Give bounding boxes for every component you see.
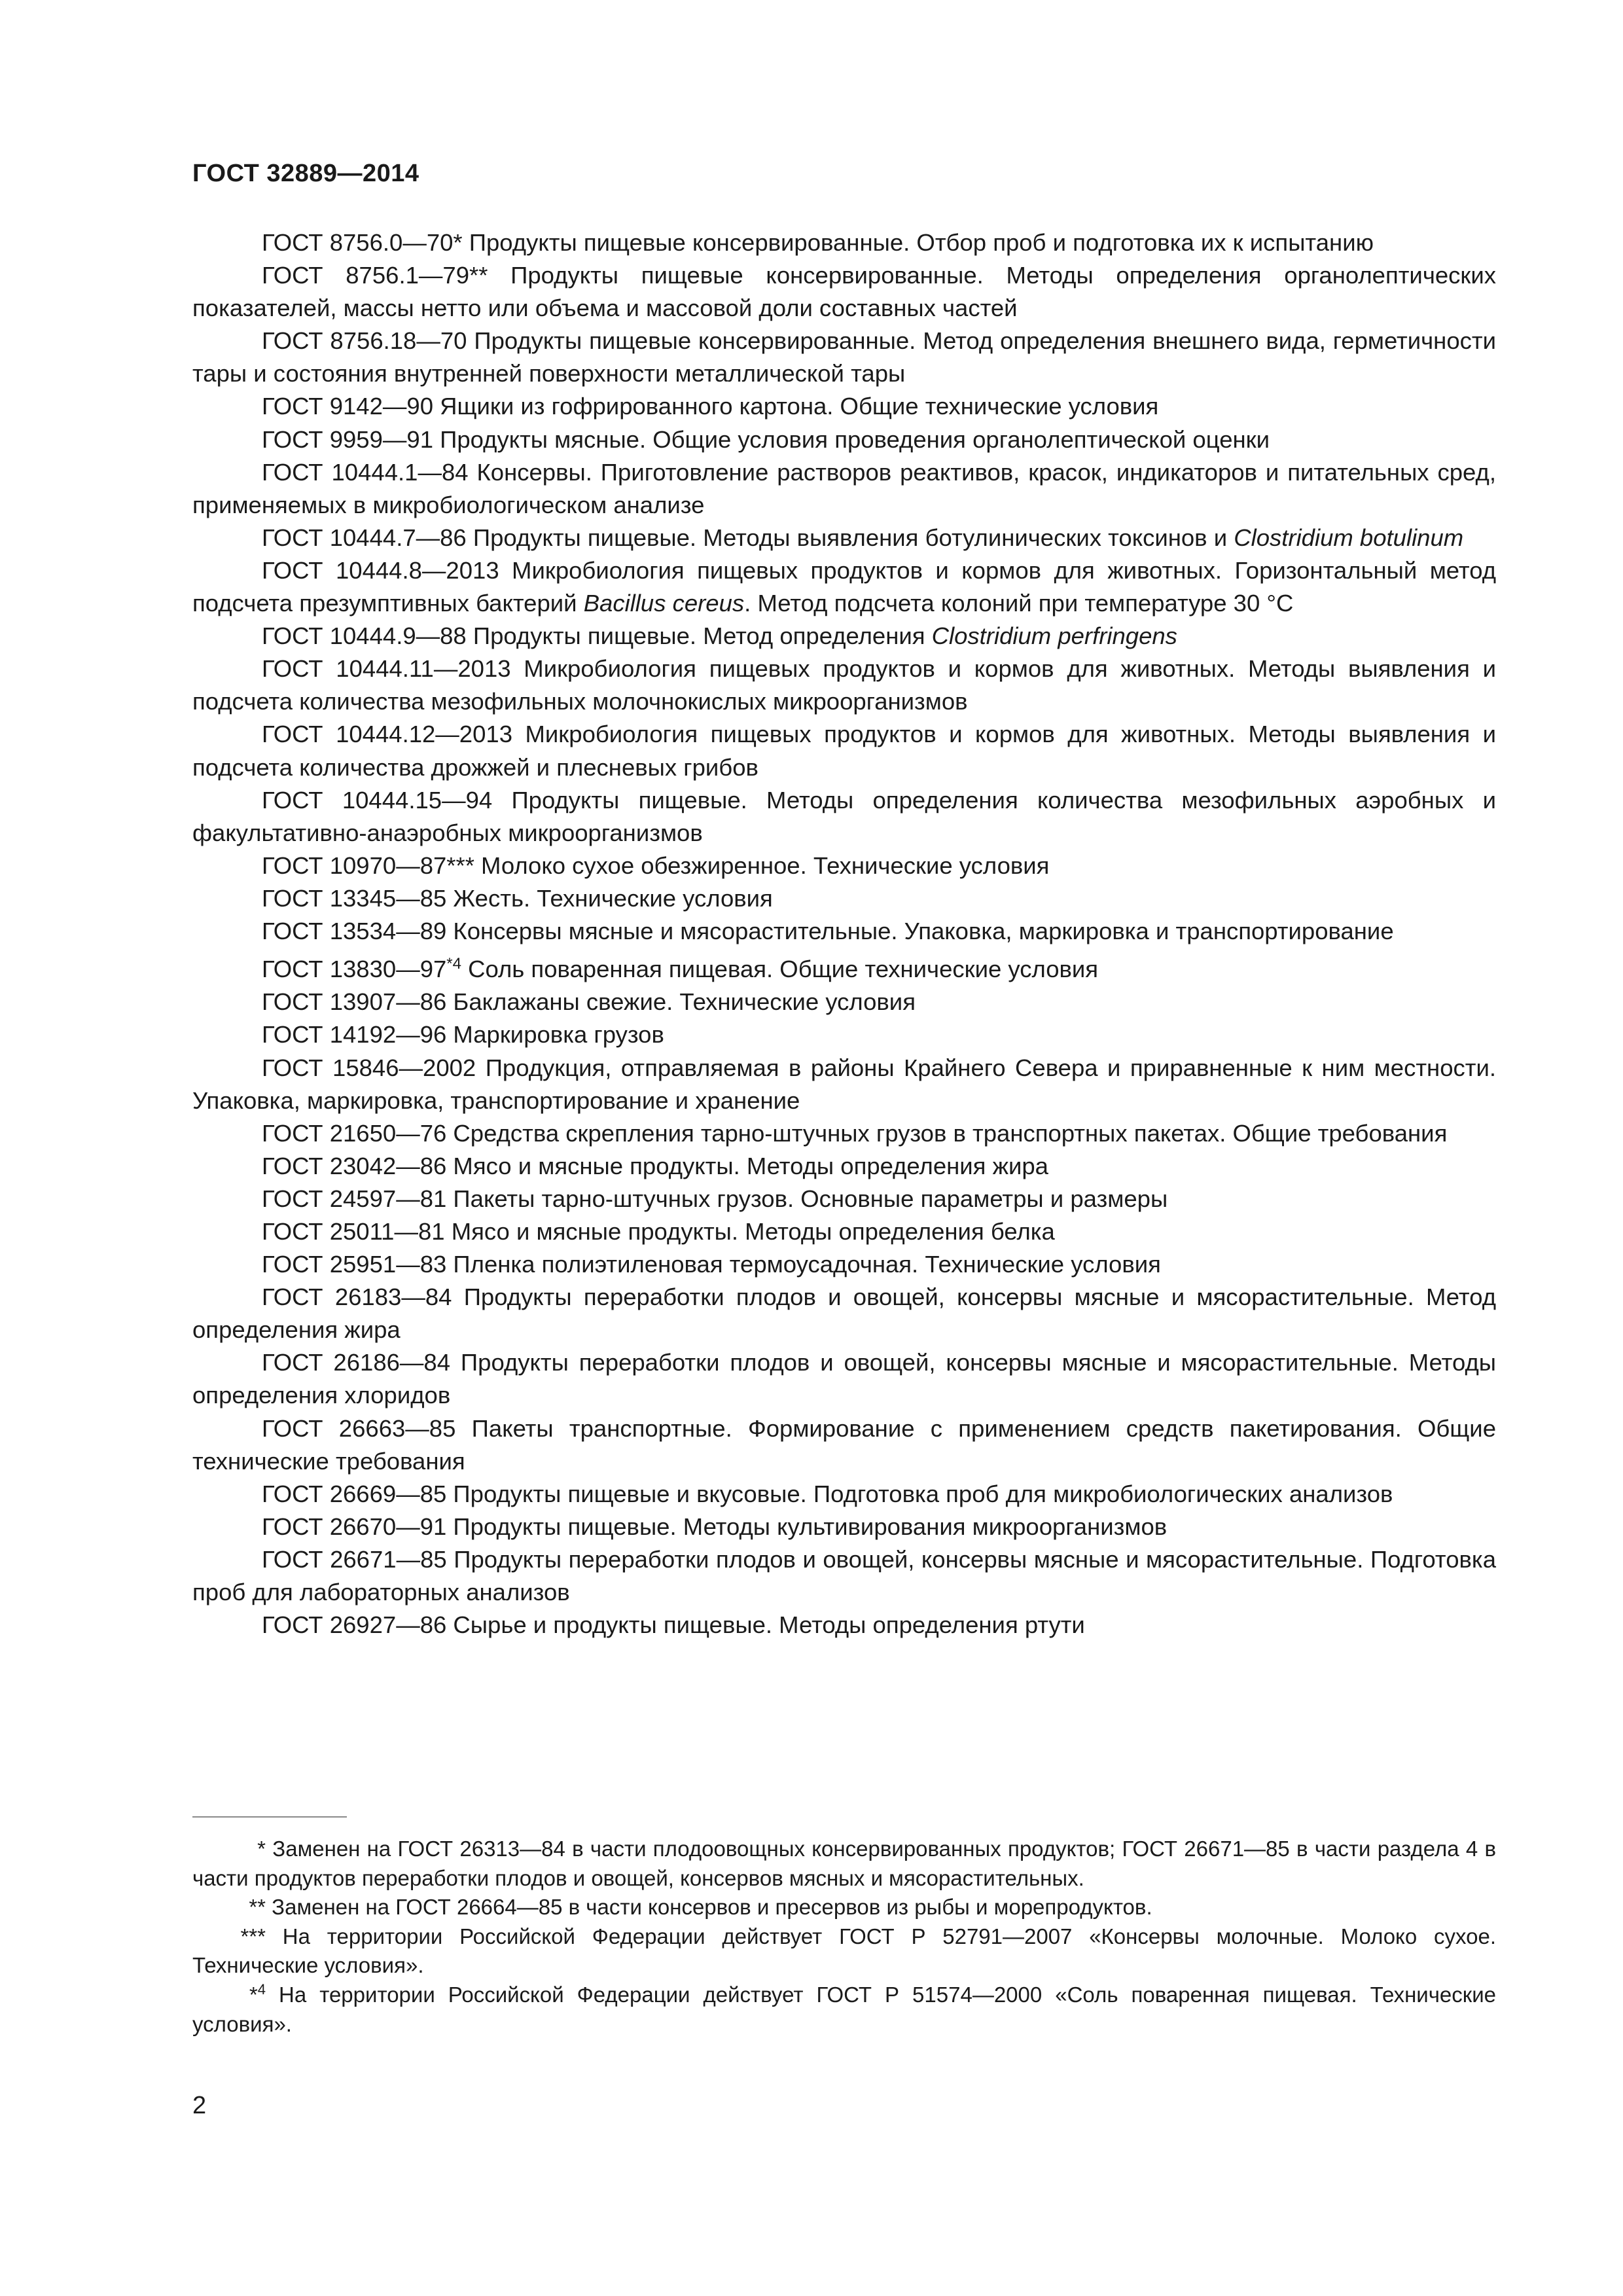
footnote-text: Заменен на ГОСТ 26664—85 в части консервов и пресервов из рыбы и морепродуктов. — [272, 1895, 1152, 1920]
footnotes-list — [192, 1835, 1496, 2039]
reference-item — [192, 1412, 1496, 1478]
reference-text: ГОСТ 10444.15—94 Продукты пищевые. Методы определения количества мезофильных аэробных и факультативно-анаэробных микроорганизмов — [192, 786, 1496, 846]
reference-text: ГОСТ 10444.9—88 Продукты пищевые. Метод определения — [262, 622, 932, 650]
reference-item — [192, 259, 1496, 325]
document-code-header: ГОСТ 32889—2014 — [192, 160, 419, 187]
reference-item — [192, 1150, 1496, 1183]
reference-item — [192, 718, 1496, 783]
footnote-mark — [192, 1835, 266, 1864]
reference-item — [192, 325, 1496, 390]
reference-item — [192, 1183, 1496, 1215]
reference-text: ГОСТ 26186—84 Продукты переработки плодов и овощей, консервы мясные и мясорастительные. Методы определения хлоридов — [192, 1349, 1496, 1409]
reference-text: ГОСТ 13345—85 Жесть. Технические условия — [262, 884, 773, 912]
footnote-text: На территории Российской Федерации действует ГОСТ Р 51574—2000 «Соль поваренная пищевая. Технические условия». — [192, 1982, 1497, 2036]
reference-text: ГОСТ 10970—87*** Молоко сухое обезжиренное. Технические условия — [262, 852, 1050, 879]
reference-text: ГОСТ 21650—76 Средства скрепления тарно-штучных грузов в транспортных пакетах. Общие требования — [262, 1119, 1448, 1147]
footnote-separator — [192, 1816, 347, 1818]
reference-item — [192, 1511, 1496, 1543]
footnote-item — [192, 1893, 1496, 1922]
reference-item — [192, 423, 1496, 456]
reference-text: ГОСТ 9959—91 Продукты мясные. Общие условия проведения органолептической оценки — [262, 425, 1270, 453]
reference-item — [192, 1018, 1496, 1051]
reference-text: ГОСТ 25011—81 Мясо и мясные продукты. Методы определения белка — [262, 1217, 1055, 1245]
reference-item — [192, 620, 1496, 653]
reference-text: ГОСТ 13830—97 — [262, 956, 447, 983]
reference-text: ГОСТ 10444.1—84 Консервы. Приготовление растворов реактивов, красок, индикаторов и питательных сред, применяемых в микробиологическом анализе — [192, 458, 1496, 518]
reference-item — [192, 986, 1496, 1018]
reference-text: ГОСТ 26670—91 Продукты пищевые. Методы культивирования микроорганизмов — [262, 1513, 1168, 1540]
reference-item — [192, 948, 1496, 986]
reference-item — [192, 1478, 1496, 1511]
reference-item — [192, 850, 1496, 882]
reference-text: ГОСТ 8756.1—79** Продукты пищевые консервированные. Методы определения органолептических показателей, массы нетто или объема и массовой доли составных частей — [192, 262, 1496, 322]
footnote-mark — [192, 1922, 266, 1952]
reference-text: ГОСТ 14192—96 Маркировка грузов — [262, 1021, 664, 1049]
reference-italic-term: Clostridium perfringens — [931, 622, 1177, 650]
reference-item — [192, 1609, 1496, 1641]
reference-item — [192, 456, 1496, 522]
reference-text-continued: Соль поваренная пищевая. Общие технические условия — [461, 956, 1099, 983]
page-number: 2 — [192, 2092, 207, 2119]
reference-item — [192, 653, 1496, 718]
reference-item — [192, 1281, 1496, 1346]
reference-item — [192, 1052, 1496, 1117]
reference-item — [192, 554, 1496, 620]
reference-item — [192, 1117, 1496, 1150]
reference-text: ГОСТ 25951—83 Пленка полиэтиленовая термоусадочная. Технические условия — [262, 1251, 1161, 1278]
reference-item — [192, 1248, 1496, 1281]
reference-item — [192, 1346, 1496, 1412]
footnote-item — [192, 1981, 1496, 2039]
normative-references-list — [192, 226, 1496, 1641]
footnote-text: Заменен на ГОСТ 26313—84 в части плодоовощных консервированных продуктов; ГОСТ 26671—85 в части раздела 4 в части продуктов переработки плодов и овощей, консервов мясных и мясорастительных. — [192, 1837, 1496, 1890]
reference-item — [192, 522, 1496, 554]
footnote-mark-symbol: *** — [240, 1924, 266, 1948]
reference-item — [192, 390, 1496, 423]
reference-text: ГОСТ 8756.0—70* Продукты пищевые консервированные. Отбор проб и подготовка их к испытанию — [262, 229, 1374, 256]
reference-text: ГОСТ 10444.8—2013 Микробиология пищевых продуктов и кормов для животных. Горизонтальный метод подсчета презумптивных бактерий — [192, 556, 1496, 617]
reference-item — [192, 915, 1496, 948]
reference-text: ГОСТ 26927—86 Сырье и продукты пищевые. Методы определения ртути — [262, 1611, 1085, 1639]
reference-text: ГОСТ 26669—85 Продукты пищевые и вкусовые. Подготовка проб для микробиологических анализов — [262, 1480, 1393, 1507]
reference-text: ГОСТ 8756.18—70 Продукты пищевые консервированные. Метод определения внешнего вида, герметичности тары и состояния внутренней поверхности металлической тары — [192, 327, 1496, 387]
reference-text: ГОСТ 26663—85 Пакеты транспортные. Формирование с применением средств пакетирования. Общие технические требования — [192, 1414, 1496, 1475]
footnote-mark-symbol: ** — [249, 1895, 266, 1920]
reference-item — [192, 226, 1496, 259]
footnote-item — [192, 1922, 1496, 1981]
reference-text: ГОСТ 13907—86 Баклажаны свежие. Технические условия — [262, 988, 916, 1016]
reference-text: ГОСТ 10444.11—2013 Микробиология пищевых продуктов и кормов для животных. Методы выявления и подсчета количества мезофильных молочнокислых микроорганизмов — [192, 655, 1496, 715]
footnote-mark — [192, 1893, 266, 1922]
footnote-item — [192, 1835, 1496, 1893]
reference-italic-term: Clostridium botulinum — [1234, 524, 1464, 551]
footnote-mark — [192, 1981, 266, 2010]
reference-text: ГОСТ 9142—90 Ящики из гофрированного картона. Общие технические условия — [262, 393, 1159, 420]
reference-text-continued: . Метод подсчета колоний при температуре 30 °С — [744, 590, 1294, 617]
footnote-mark-number: 4 — [257, 1981, 266, 1998]
reference-text: ГОСТ 26183—84 Продукты переработки плодов и овощей, консервы мясные и мясорастительные. Метод определения жира — [192, 1283, 1496, 1344]
reference-text: ГОСТ 10444.12—2013 Микробиология пищевых продуктов и кормов для животных. Методы выявления и подсчета количества дрожжей и плесневых грибов — [192, 721, 1496, 781]
reference-item — [192, 882, 1496, 915]
footnote-text: На территории Российской Федерации действует ГОСТ Р 52791—2007 «Консервы молочные. Молоко сухое. Технические условия». — [192, 1924, 1497, 1978]
reference-item — [192, 1543, 1496, 1609]
reference-text: ГОСТ 10444.7—86 Продукты пищевые. Методы выявления ботулинических токсинов и — [262, 524, 1234, 551]
footnote-mark-symbol: * — [257, 1837, 266, 1861]
reference-text: ГОСТ 23042—86 Мясо и мясные продукты. Методы определения жира — [262, 1152, 1048, 1179]
reference-footnote-mark: *4 — [446, 955, 461, 973]
footnote-mark-symbol: * — [249, 1982, 258, 2007]
reference-item — [192, 1215, 1496, 1248]
reference-text: ГОСТ 15846—2002 Продукция, отправляемая в районы Крайнего Севера и приравненные к ним местности. Упаковка, маркировка, транспортирование и хранение — [192, 1054, 1496, 1114]
reference-italic-term: Bacillus cereus — [583, 590, 745, 617]
reference-text: ГОСТ 24597—81 Пакеты тарно-штучных грузов. Основные параметры и размеры — [262, 1185, 1168, 1212]
reference-text: ГОСТ 13534—89 Консервы мясные и мясорастительные. Упаковка, маркировка и транспортирование — [262, 917, 1394, 944]
reference-item — [192, 784, 1496, 850]
reference-text: ГОСТ 26671—85 Продукты переработки плодов и овощей, консервы мясные и мясорастительные. Подготовка проб для лабораторных анализов — [192, 1545, 1496, 1605]
